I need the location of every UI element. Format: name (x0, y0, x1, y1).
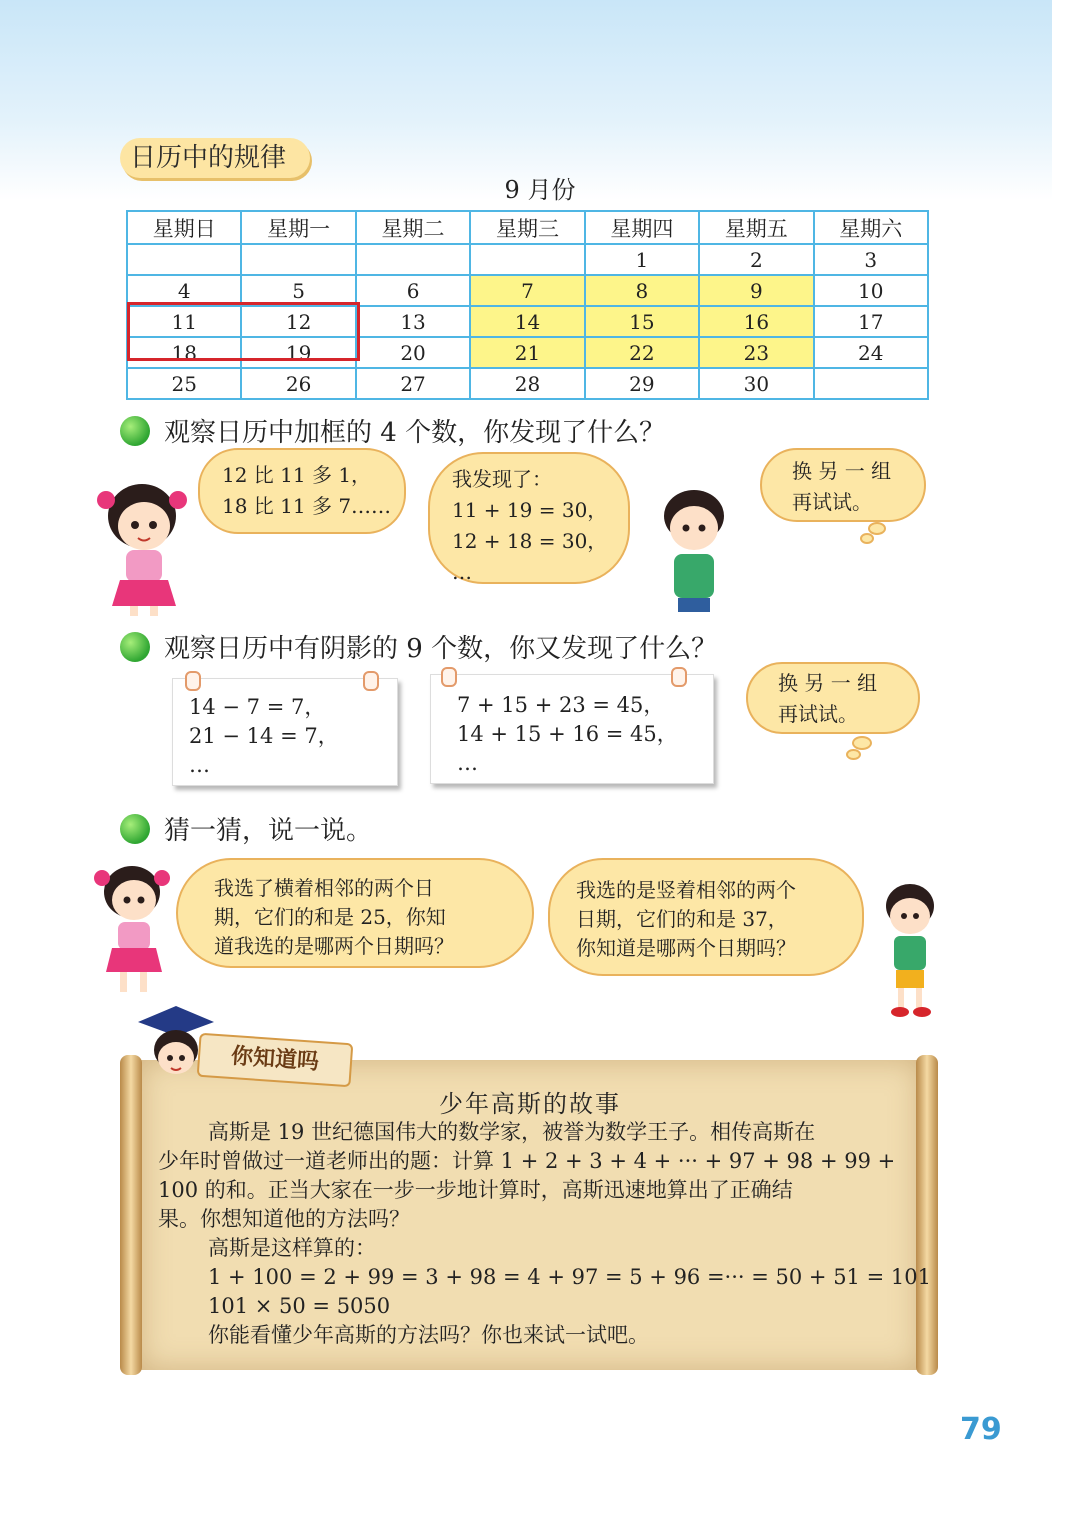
calendar-week-row (127, 368, 928, 399)
story-line: 100 的和。正当大家在一步一步地计算时，高斯迅速地算出了正确结 (158, 1178, 793, 1202)
calendar-cell: 30 (699, 368, 813, 399)
scroll-roller-right (916, 1055, 938, 1375)
paperclip-icon (363, 671, 379, 691)
calendar-cell-framed: 11 (127, 306, 241, 337)
note-line: 14 − 7 = 7， (189, 695, 326, 719)
speech-bubble-q2 (746, 662, 920, 734)
story-line: 少年时曾做过一道老师出的题：计算 1 + 2 + 3 + 4 + ··· + 97 + 98 + 99 + (158, 1149, 896, 1173)
calendar-cell-framed: 12 (241, 306, 355, 337)
calendar-cell: 3 (814, 244, 928, 275)
note-line: 21 − 14 = 7， (189, 724, 339, 748)
paperclip-icon (185, 671, 201, 691)
bubble-line: … (452, 560, 472, 584)
bubble-line: 18 比 11 多 7…… (222, 494, 392, 518)
bubble-line: 我选了横着相邻的两个日 (214, 876, 434, 900)
bubble-line: 道我选的是哪两个日期吗？ (214, 934, 454, 958)
thought-puff (852, 736, 872, 750)
weekday-header: 星期三 (470, 211, 584, 244)
question-2 (120, 628, 717, 665)
framed-numbers-box (127, 302, 360, 361)
calendar-cell-framed: 18 (127, 337, 241, 368)
question-3 (120, 810, 372, 847)
bubble-line: 再试试。 (778, 702, 858, 726)
scroll-roller-left (120, 1055, 142, 1375)
bubble-line: 我发现了： (452, 467, 552, 491)
bubble-line: 换 另 一 组 (778, 671, 878, 695)
green-dot-icon (120, 814, 150, 844)
calendar-cell (814, 368, 928, 399)
calendar-cell: 17 (814, 306, 928, 337)
calendar-cell: 2 (699, 244, 813, 275)
story-line: 你能看懂少年高斯的方法吗？你也来试一试吧。 (208, 1323, 649, 1347)
calendar-cell: 6 (356, 275, 470, 306)
girl-speech-bubble-2 (176, 858, 534, 968)
paperclip-icon (671, 667, 687, 687)
story-text (158, 1118, 931, 1350)
calendar-cell-shaded: 21 (470, 337, 584, 368)
calendar-cell-shaded: 16 (699, 306, 813, 337)
calendar-cell: 25 (127, 368, 241, 399)
calendar-month-title: 9 月份 (504, 176, 576, 204)
calendar-cell-framed: 19 (241, 337, 355, 368)
weekday-header: 星期一 (241, 211, 355, 244)
note-card-2 (430, 674, 714, 784)
calendar-cell: 24 (814, 337, 928, 368)
note-line: … (457, 751, 478, 775)
calendar-cell-shaded: 22 (585, 337, 699, 368)
calendar-cell-shaded: 14 (470, 306, 584, 337)
green-dot-icon (120, 632, 150, 662)
calendar-cell: 1 (585, 244, 699, 275)
question-1 (120, 412, 665, 449)
bubble-line: 11 + 19 = 30， (452, 498, 608, 522)
thought-puff (846, 749, 861, 760)
center-speech-bubble (428, 452, 630, 584)
calendar-week-row (127, 244, 928, 275)
bubble-line: 换 另 一 组 (792, 459, 892, 483)
question-2-text: 观察日历中有阴影的 9 个数，你又发现了什么？ (164, 634, 718, 664)
question-3-text: 猜一猜，说一说。 (164, 816, 373, 846)
story-title: 少年高斯的故事 (439, 1090, 621, 1118)
bubble-line: 12 + 18 = 30， (452, 529, 608, 553)
note-card-1 (172, 678, 398, 786)
calendar-cell: 26 (241, 368, 355, 399)
bubble-line: 你知道是哪两个日期吗？ (576, 936, 796, 960)
calendar-header-row (127, 211, 928, 244)
girl-speech-bubble-1 (198, 448, 406, 534)
calendar-cell-shaded: 9 (699, 275, 813, 306)
weekday-header: 星期二 (356, 211, 470, 244)
weekday-header: 星期五 (699, 211, 813, 244)
calendar-cell: 4 (127, 275, 241, 306)
calendar-cell: 28 (470, 368, 584, 399)
calendar-cell: 10 (814, 275, 928, 306)
calendar-cell: 20 (356, 337, 470, 368)
page-edge (1052, 0, 1080, 1527)
boy-icon (876, 880, 946, 1020)
boy-speech-bubble-1 (760, 448, 926, 522)
calendar-cell-shaded: 15 (585, 306, 699, 337)
bubble-line: 日期，它们的和是 37， (576, 907, 788, 931)
weekday-header: 星期六 (814, 211, 928, 244)
note-line: 7 + 15 + 23 = 45， (457, 693, 665, 717)
story-line: 1 + 100 = 2 + 99 = 3 + 98 = 4 + 97 = 5 + 96 =··· = 50 + 51 = 101 (208, 1265, 931, 1289)
note-line: … (189, 753, 210, 777)
calendar-cell: 5 (241, 275, 355, 306)
calendar-cell (356, 244, 470, 275)
calendar-cell (127, 244, 241, 275)
weekday-header: 星期日 (127, 211, 241, 244)
story-line: 果。你想知道他的方法吗？ (158, 1207, 410, 1231)
paperclip-icon (441, 667, 457, 687)
calendar-cell: 29 (585, 368, 699, 399)
calendar-cell-shaded: 8 (585, 275, 699, 306)
boy-speech-bubble-2 (548, 858, 864, 976)
weekday-header: 星期四 (585, 211, 699, 244)
story-line: 101 × 50 = 5050 (208, 1294, 391, 1318)
calendar-cell (241, 244, 355, 275)
calendar-cell-shaded: 7 (470, 275, 584, 306)
bubble-line: 12 比 11 多 1， (222, 463, 372, 487)
note-line: 14 + 15 + 16 = 45， (457, 722, 678, 746)
girl-icon (90, 860, 174, 1000)
did-you-know-badge: 你知道吗 (197, 1033, 354, 1088)
calendar-cell: 27 (356, 368, 470, 399)
bubble-line: 再试试。 (792, 490, 872, 514)
story-line: 高斯是这样算的： (208, 1236, 376, 1260)
bubble-line: 期，它们的和是 25，你知 (214, 905, 446, 929)
bubble-line: 我选的是竖着相邻的两个 (576, 878, 796, 902)
green-dot-icon (120, 416, 150, 446)
calendar-cell: 13 (356, 306, 470, 337)
calendar-cell (470, 244, 584, 275)
question-1-text: 观察日历中加框的 4 个数，你发现了什么？ (164, 418, 666, 448)
calendar-cell-shaded: 23 (699, 337, 813, 368)
girl-icon (92, 478, 202, 618)
page-number: 79 (960, 1412, 1002, 1447)
thought-puff (860, 533, 874, 544)
story-line: 高斯是 19 世纪德国伟大的数学家，被誉为数学王子。相传高斯在 (208, 1120, 816, 1144)
boy-icon (648, 486, 740, 616)
section-title: 日历中的规律 (120, 138, 310, 178)
